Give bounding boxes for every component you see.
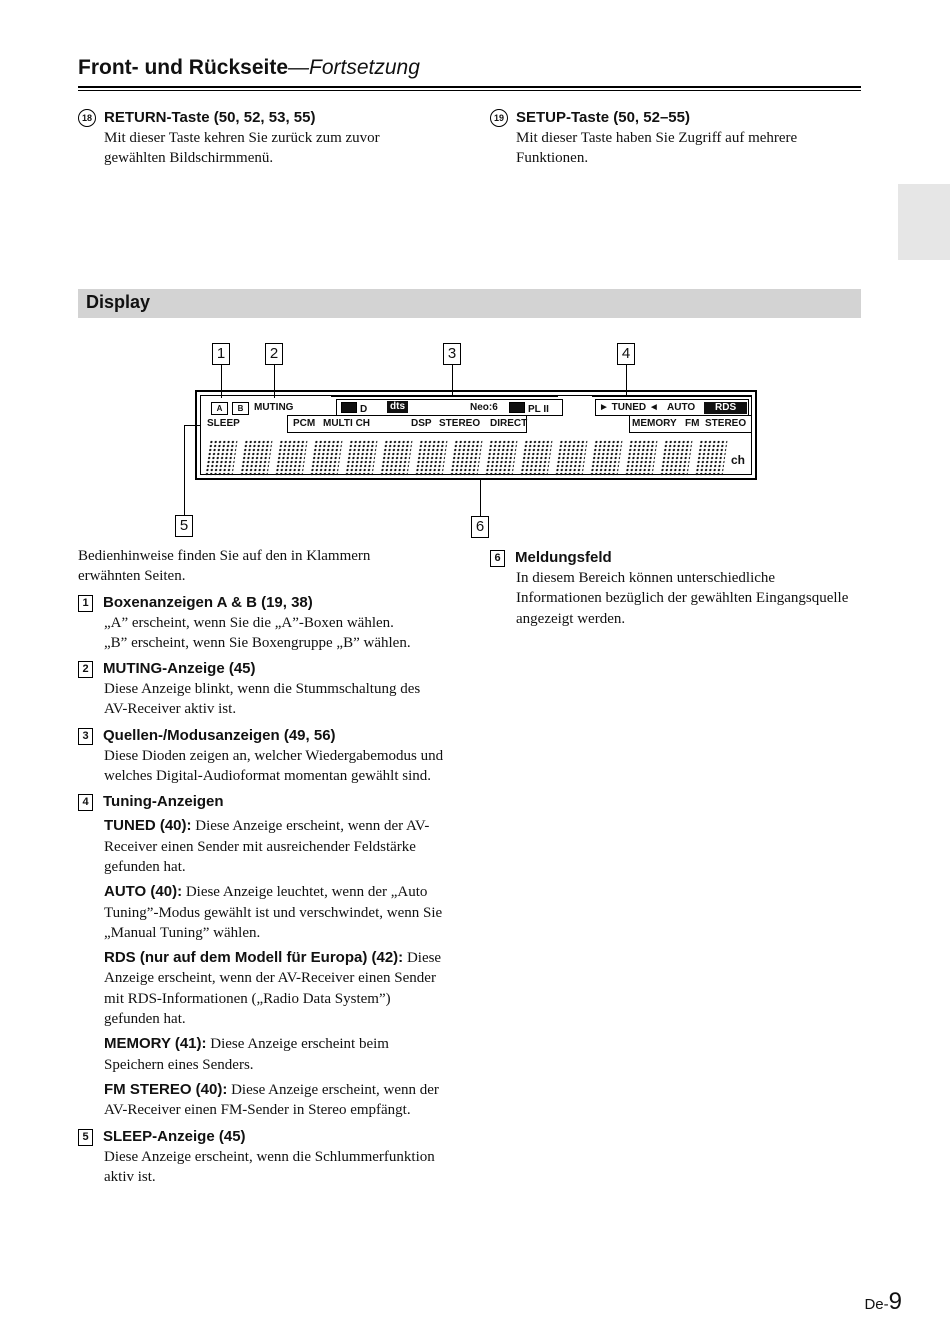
item-marker: 18 <box>78 109 96 127</box>
stereo-indicator: STEREO <box>439 418 481 429</box>
header-rule <box>78 86 861 88</box>
dot-matrix-char <box>449 440 482 476</box>
memory-indicator: MEMORY <box>632 418 677 429</box>
dts-indicator: dts <box>387 401 408 413</box>
plii-indicator: PL II <box>509 402 549 416</box>
legend-number: 2 <box>78 661 93 678</box>
legend-title: Tuning-Anzeigen <box>103 793 224 811</box>
section-bar <box>78 289 861 318</box>
dot-matrix-char <box>484 440 517 476</box>
muting-indicator: MUTING <box>254 402 294 413</box>
callout-5: 5 <box>175 515 193 537</box>
tuning-sub-rds: RDS (nur auf dem Modell für Europa) (42): Diese Anzeige erscheint, wenn der AV-Receiver einen Sender mit RDS-Informationen („Radio Data System”) gefunden hat. <box>104 949 442 1028</box>
dolby-indicator: D <box>341 402 367 416</box>
legend-number: 5 <box>78 1129 93 1146</box>
legend-title: MUTING-Anzeige (45) <box>103 660 256 678</box>
neo6-indicator: Neo:6 <box>470 402 498 413</box>
callout-2: 2 <box>265 343 283 365</box>
sleep-indicator: SLEEP <box>207 418 240 429</box>
tuned-indicator: ► TUNED ◄ <box>599 402 659 413</box>
legend-item-2 <box>78 659 453 720</box>
speaker-b-indicator: B <box>232 402 249 415</box>
legend-number: 3 <box>78 728 93 745</box>
legend-item-3 <box>78 726 453 787</box>
legend-left <box>78 546 453 1187</box>
display-panel <box>195 390 757 480</box>
dot-matrix-char <box>694 440 727 476</box>
display-panel-inner <box>200 395 752 475</box>
legend-item-1 <box>78 593 453 654</box>
legend-number: 1 <box>78 595 93 612</box>
callout-3: 3 <box>443 343 461 365</box>
dot-matrix-char <box>309 440 342 476</box>
dolby-icon <box>509 402 525 413</box>
dot-matrix-char <box>414 440 447 476</box>
legend-title: Boxenanzeigen A & B (19, 38) <box>103 593 313 611</box>
legend-line: „B” erscheint, wenn Sie Boxengruppe „B” wählen. <box>104 634 411 651</box>
callout-4: 4 <box>617 343 635 365</box>
dot-matrix-char <box>344 440 377 476</box>
legend-title: SLEEP-Anzeige (45) <box>103 1127 246 1145</box>
dot-matrix-char <box>624 440 657 476</box>
tuning-sub-auto: AUTO (40): Diese Anzeige leuchtet, wenn der „Auto Tuning”-Modus gewählt ist und verschwindet, wenn Sie „Manual Tuning” wählen. <box>104 883 443 941</box>
legend-number: 6 <box>490 550 505 567</box>
dot-matrix-char <box>379 440 412 476</box>
header-rule-thin <box>78 90 861 91</box>
callout-6: 6 <box>471 516 489 538</box>
auto-indicator: AUTO <box>667 402 696 413</box>
dot-matrix-char <box>239 440 272 476</box>
item-title: RETURN-Taste (50, 52, 53, 55) <box>104 109 316 126</box>
callout-line-6 <box>480 478 481 516</box>
legend-line: „A” erscheint, wenn Sie die „A”-Boxen wählen. <box>104 614 394 631</box>
dot-matrix-char <box>659 440 692 476</box>
legend-number: 4 <box>78 794 93 811</box>
fm-stereo-indicator: STEREO <box>705 418 747 429</box>
item-marker: 19 <box>490 109 508 127</box>
dot-matrix-char <box>589 440 622 476</box>
item-title: SETUP-Taste (50, 52–55) <box>516 109 690 126</box>
dolby-icon <box>341 402 357 413</box>
dot-matrix-char <box>519 440 552 476</box>
tuning-sub-memory: MEMORY (41): Diese Anzeige erscheint beim Speichern eines Senders. <box>104 1035 389 1073</box>
tuning-sub-tuned: TUNED (40): Diese Anzeige erscheint, wenn der AV-Receiver einen Sender mit ausreichender Feldstärke gefunden hat. <box>104 817 430 875</box>
side-tab <box>898 184 950 260</box>
message-area <box>207 440 729 478</box>
dot-matrix-char <box>274 440 307 476</box>
item-text: Mit dieser Taste kehren Sie zurück zum zuvor gewählten Bildschirmmenü. <box>104 130 380 167</box>
dot-matrix-char <box>554 440 587 476</box>
item-setup <box>490 108 862 169</box>
speaker-a-indicator: A <box>211 402 228 415</box>
dsp-indicator: DSP <box>411 418 432 429</box>
multich-indicator: MULTI CH <box>323 418 371 429</box>
callout-1: 1 <box>212 343 230 365</box>
section-title: Display <box>86 292 151 312</box>
ch-indicator: ch <box>731 453 746 467</box>
legend-text: Diese Dioden zeigen an, welcher Wiedergabemodus und welches Digital-Audioformat momentan gewählt sind. <box>104 747 444 785</box>
dot-matrix-char <box>204 440 237 476</box>
legend-text: Diese Anzeige blinkt, wenn die Stummschaltung des AV-Receiver aktiv ist. <box>104 681 421 718</box>
intro-text: Bedienhinweise finden Sie auf den in Klammern erwähnten Seiten. <box>78 548 371 585</box>
item-return <box>78 108 453 169</box>
legend-item-4 <box>78 792 453 1120</box>
rds-indicator: RDS <box>704 402 747 414</box>
legend-title: Meldungsfeld <box>515 549 612 566</box>
legend-item-6 <box>490 548 862 629</box>
legend-text: In diesem Bereich können unterschiedliche Informationen bezüglich der gewählten Eingangsquelle angezeigt werden. <box>516 570 849 627</box>
legend-item-5 <box>78 1127 453 1188</box>
item-text: Mit dieser Taste haben Sie Zugriff auf mehrere Funktionen. <box>516 130 798 167</box>
callout-line-5 <box>184 425 185 515</box>
fm-indicator: FM <box>685 418 700 429</box>
tuning-sub-fmstereo: FM STEREO (40): Diese Anzeige erscheint, wenn der AV-Receiver einen FM-Sender in Stereo empfängt. <box>104 1080 439 1119</box>
pcm-indicator: PCM <box>293 418 316 429</box>
page-number: De-9 <box>864 1288 902 1315</box>
page-title: Front- und Rückseite—Fortsetzung <box>78 56 420 79</box>
direct-indicator: DIRECT <box>490 418 528 429</box>
legend-title: Quellen-/Modusanzeigen (49, 56) <box>103 726 336 744</box>
legend-text: Diese Anzeige erscheint, wenn die Schlummerfunktion aktiv ist. <box>104 1148 435 1185</box>
